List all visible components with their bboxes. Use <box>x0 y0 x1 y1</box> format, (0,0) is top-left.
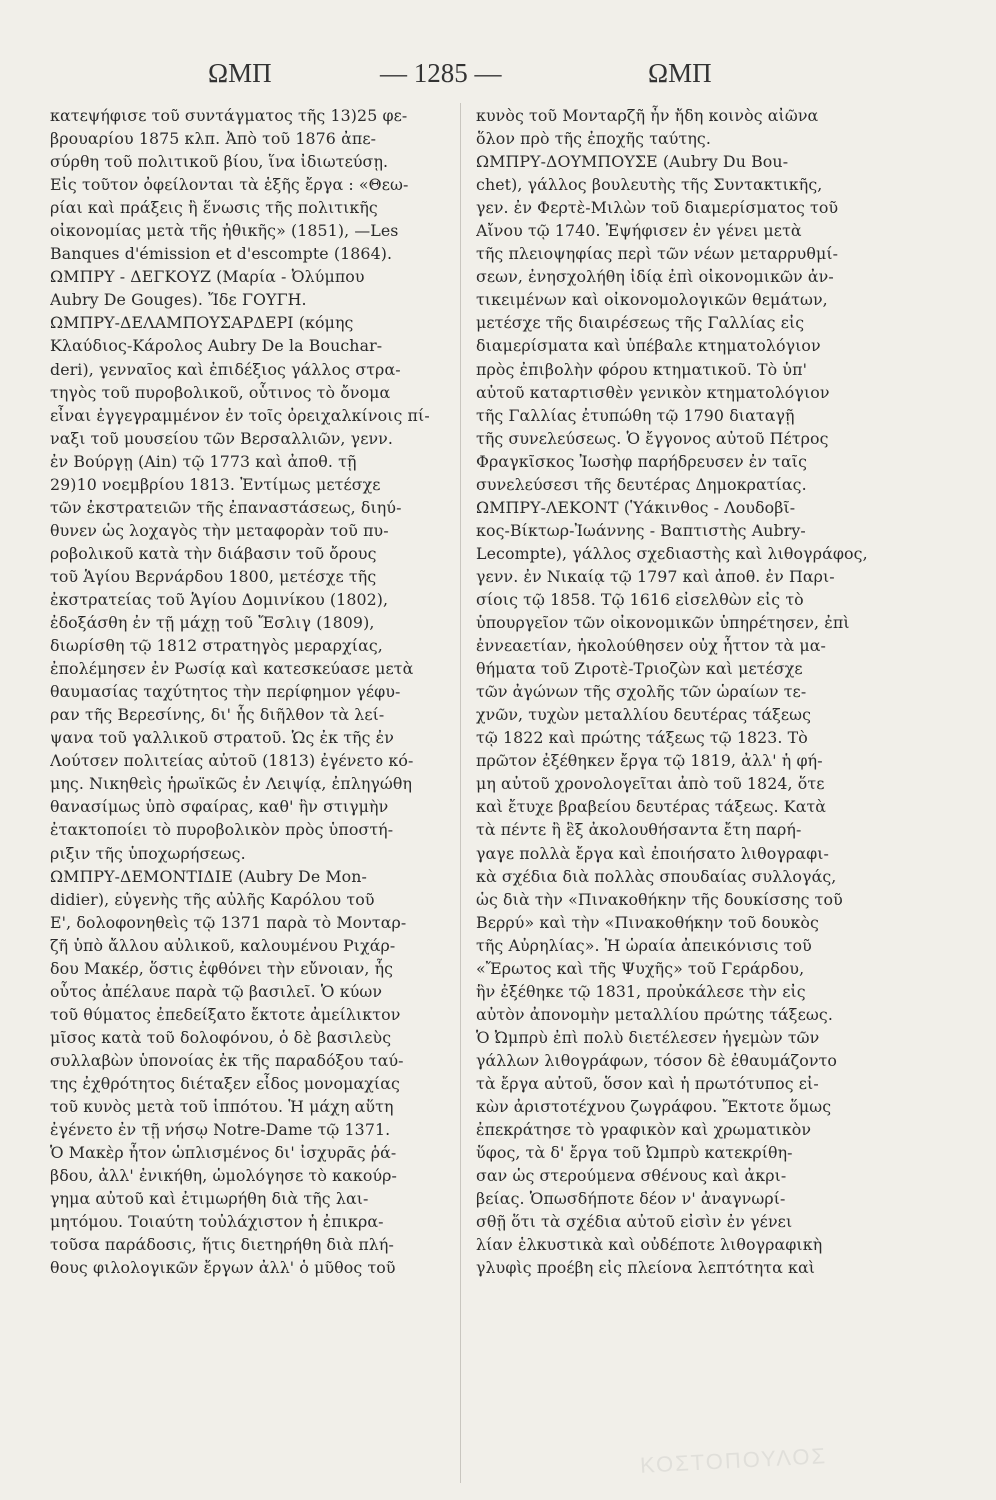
text-line: μῖσος κατὰ τοῦ δολοφόνου, ὁ δὲ βασιλεὺς <box>50 1027 392 1047</box>
text-line: ΩΜΠΡΥ-ΛΕΚΟΝΤ (Ὑάκινθος - Λουδοβῖ- <box>476 497 796 517</box>
text-line: κος-Βίκτωρ-Ἰωάννης - Βαπτιστὴς Aubry- <box>476 520 806 540</box>
text-line: ζῆ ὑπὸ ἄλλου αὐλικοῦ, καλουμένου Ριχάρ- <box>50 935 396 955</box>
text-line: τηγὸς τοῦ πυροβολικοῦ, οὗτινος τὸ ὄνομα <box>50 382 391 402</box>
page-header <box>0 58 996 98</box>
text-line: ἐννεαετίαν, ἠκολούθησεν οὐχ ἧττον τὰ μα- <box>476 636 826 656</box>
text-line: didier), εὐγενὴς τῆς αὐλῆς Καρόλου τοῦ <box>50 889 375 909</box>
right-text-column <box>476 104 916 1279</box>
text-line: τῶν ἐκστρατειῶν τῆς ἐπαναστάσεως, διηύ- <box>50 497 402 517</box>
text-line: μητόμου. Τοιαύτη τοὐλάχιστον ἡ ἐπικρα- <box>50 1212 384 1232</box>
text-line: τοῦ Ἁγίου Βερνάρδου 1800, μετέσχε τῆς <box>50 566 377 586</box>
text-line: Aubry De Gouges). Ἴδε ΓΟΥΓΗ. <box>50 290 307 310</box>
text-line: μη αὐτοῦ χρονολογεῖται ἀπὸ τοῦ 1824, ὅτε <box>476 774 825 794</box>
text-line: χνῶν, τυχὼν μεταλλίου δευτέρας τάξεως <box>476 705 812 725</box>
text-line: Banques d'émission et d'escompte (1864). <box>50 244 393 264</box>
text-line: chet), γάλλος βουλευτὴς τῆς Συντακτικῆς, <box>476 175 823 195</box>
text-line: καὶ ἔτυχε βραβείου δευτέρας τάξεως. Κατὰ <box>476 797 827 817</box>
text-line: ὅλον πρὸ τῆς ἐποχῆς ταύτης. <box>476 129 711 149</box>
text-line: αὐτοῦ καταρτισθὲν γενικὸν κτηματολόγιον <box>476 382 830 402</box>
text-line: μετέσχε τῆς διαιρέσεως τῆς Γαλλίας εἰς <box>476 313 805 333</box>
library-watermark: ΚΟΣΤΟΠΟΥΛΟΣ <box>639 1443 828 1478</box>
text-line: Lecompte), γάλλος σχεδιαστὴς καὶ λιθογράφος, <box>476 543 868 563</box>
column-divider <box>460 103 461 1483</box>
text-line: γενν. ἐν Νικαίᾳ τῷ 1797 καὶ ἀποθ. ἐν Παρι- <box>476 566 835 586</box>
text-line: ΩΜΠΡΥ-ΔΟΥΜΠΟΥΣΕ (Aubry Du Bou- <box>476 152 789 172</box>
text-line: γάλλων λιθογράφων, τόσον δὲ ἐθαυμάζοντο <box>476 1050 838 1070</box>
text-line: οἰκονομίας μετὰ τῆς ἠθικῆς» (1851), —Les <box>50 221 399 241</box>
text-line: 29)10 νοεμβρίου 1813. Ἐντίμως μετέσχε <box>50 474 381 494</box>
text-line: πρῶτον ἐξέθηκεν ἔργα τῷ 1819, ἀλλ' ἡ φή- <box>476 751 823 771</box>
text-line: τῆς Αὐρηλίας». Ἡ ὡραία ἀπεικόνισις τοῦ <box>476 935 812 955</box>
text-line: ἐδοξάσθη ἐν τῇ μάχῃ τοῦ Ἔσλιγ (1809), <box>50 613 375 633</box>
text-line: τοῦ κυνὸς μετὰ τοῦ ἱππότου. Ἡ μάχη αὕτη <box>50 1097 394 1117</box>
text-line: λίαν ἑλκυστικὰ καὶ οὐδέποτε λιθογραφικὴ <box>476 1235 823 1255</box>
text-line: γαγε πολλὰ ἔργα καὶ ἐποιήσατο λιθογραφι- <box>476 843 829 863</box>
text-line: θανασίμως ὑπὸ σφαίρας, καθ' ἣν στιγμὴν <box>50 797 389 817</box>
header-right-title: ΩΜΠ <box>648 58 712 88</box>
text-line: Λούτσεν πολιτείας αὐτοῦ (1813) ἐγένετο κό- <box>50 751 414 771</box>
text-line: ἐγένετο ἐν τῇ νήσῳ Notre-Dame τῷ 1371. <box>50 1120 391 1140</box>
text-line: βρουαρίου 1875 κλπ. Ἀπὸ τοῦ 1876 ἀπε- <box>50 129 377 149</box>
text-line: ἣν ἐξέθηκε τῷ 1831, προὐκάλεσε τὴν εἰς <box>476 981 806 1001</box>
text-line: Εἰς τοῦτον ὀφείλονται τὰ ἑξῆς ἔργα : «Θεω- <box>50 175 409 195</box>
text-line: τὰ πέντε ἢ ἓξ ἀκολουθήσαντα ἔτη παρή- <box>476 820 802 840</box>
text-line: ὑπουργεῖον τῶν οἰκονομικῶν ὑπηρέτησεν, ἐπὶ <box>476 613 850 633</box>
text-line: ἐκστρατείας τοῦ Ἁγίου Δομινίκου (1802), <box>50 589 389 609</box>
text-line: διωρίσθη τῷ 1812 στρατηγὸς μεραρχίας, <box>50 636 383 656</box>
text-line: οὗτος ἀπέλαυε παρὰ τῷ βασιλεῖ. Ὁ κύων <box>50 981 383 1001</box>
text-line: σθῇ ὅτι τὰ σχέδια αὐτοῦ εἰσὶν ἐν γένει <box>476 1212 793 1232</box>
text-line: κὰ σχέδια διὰ πολλὰς σπουδαίας συλλογάς, <box>476 866 837 886</box>
text-line: πρὸς ἐπιβολὴν φόρου κτηματικοῦ. Τὸ ὑπ' <box>476 359 808 379</box>
text-line: σαν ὡς στερούμενα σθένους καὶ ἀκρι- <box>476 1166 787 1186</box>
text-line: Αἴνου τῷ 1740. Ἐψήφισεν ἐν γένει μετὰ <box>476 221 802 241</box>
text-line: θαυμασίας ταχύτητος τὴν περίφημον γέφυ- <box>50 682 401 702</box>
text-line: κυνὸς τοῦ Μονταρζῆ ἦν ἤδη κοινὸς αἰῶνα <box>476 106 819 125</box>
text-line: ρίαι καὶ πράξεις ἢ ἕνωσις τῆς πολιτικῆς <box>50 198 378 218</box>
text-line: τικειμένων καὶ οἰκονομολογικῶν θεμάτων, <box>476 290 828 310</box>
text-line: μης. Νικηθεὶς ἡρωϊκῶς ἐν Λειψίᾳ, ἐπληγώθη <box>50 774 413 794</box>
header-left-title: ΩΜΠ <box>208 58 272 88</box>
text-line: γεν. ἐν Φερτὲ-Μιλὼν τοῦ διαμερίσματος τοῦ <box>476 198 839 218</box>
text-line: ΩΜΠΡΥ-ΔΕΜΟΝΤΙΔΙΕ (Aubry De Mon- <box>50 866 367 886</box>
text-line: ΩΜΠΡΥ - ΔΕΓΚΟΥΖ (Μαρία - Ὀλύμπου <box>50 267 365 287</box>
text-line: Ὁ Μακὲρ ἦτον ὡπλισμένος δι' ἰσχυρᾶς ῥά- <box>50 1143 397 1163</box>
text-line: ριξιν τῆς ὑποχωρήσεως. <box>50 843 246 863</box>
text-line: ὡς διὰ τὴν «Πινακοθήκην τῆς δουκίσσης τοῦ <box>476 889 843 909</box>
text-line: ἐπεκράτησε τὸ γραφικὸν καὶ χρωματικὸν <box>476 1120 812 1140</box>
text-line: τῶν ἀγώνων τῆς σχολῆς τῶν ὡραίων τε- <box>476 682 807 702</box>
text-line: τῷ 1822 καὶ πρώτης τάξεως τῷ 1823. Τὸ <box>476 728 808 748</box>
text-line: σεων, ἐνησχολήθη ἰδίᾳ ἐπὶ οἰκονομικῶν ἀν- <box>476 267 834 287</box>
text-line: Κλαύδιος-Κάρολος Aubry De la Bouchar- <box>50 336 383 356</box>
text-line: βείας. Ὁπωσδήποτε δέον ν' ἀναγνωρί- <box>476 1189 786 1209</box>
text-line: κατεψήφισε τοῦ συντάγματος τῆς 13)25 φε- <box>50 106 408 125</box>
text-line: τῆς Γαλλίας ἐτυπώθη τῷ 1790 διαταγῇ <box>476 405 795 425</box>
text-line: Ὁ Ὠμπρὺ ἐπὶ πολὺ διετέλεσεν ἡγεμὼν τῶν <box>476 1027 820 1047</box>
text-line: ΩΜΠΡΥ-ΔΕΛΑΜΠΟΥΣΑΡΔΕΡΙ (κόμης <box>50 313 354 333</box>
text-line: Βερρύ» καὶ τὴν «Πινακοθήκην τοῦ δουκὸς <box>476 912 819 932</box>
text-line: θήματα τοῦ Ζιροτὲ-Τριοζὼν καὶ μετέσχε <box>476 659 803 679</box>
text-line: της ἐχθρότητος διέταξεν εἶδος μονομαχίας <box>50 1073 400 1093</box>
text-line: διαμερίσματα καὶ ὑπέβαλε κτηματολόγιον <box>476 336 821 356</box>
text-line: θους φιλολογικῶν ἔργων ἀλλ' ὁ μῦθος τοῦ <box>50 1258 396 1278</box>
text-line: αὐτὸν ἀπονομὴν μεταλλίου πρώτης τάξεως. <box>476 1004 833 1024</box>
text-line: ἐτακτοποίει τὸ πυροβολικὸν πρὸς ὑποστή- <box>50 820 394 840</box>
text-line: τῆς πλειοψηφίας περὶ τῶν νέων μεταρρυθμί- <box>476 244 839 264</box>
text-line: ἐπολέμησεν ἐν Ρωσίᾳ καὶ κατεσκεύασε μετὰ <box>50 659 414 679</box>
text-line: τοῦ θύματος ἐπεδείξατο ἔκτοτε ἀμείλικτον <box>50 1004 401 1024</box>
text-line: ροβολικοῦ κατὰ τὴν διάβασιν τοῦ ὄρους <box>50 543 377 563</box>
text-line: ραν τῆς Βερεσίνης, δι' ἧς διῆλθον τὰ λεί- <box>50 705 385 725</box>
text-line: τοῦσα παράδοσις, ἥτις διετηρήθη διὰ πλή- <box>50 1235 394 1255</box>
text-line: σύρθη τοῦ πολιτικοῦ βίου, ἵνα ἰδιωτεύσῃ. <box>50 152 389 172</box>
page-number: — 1285 — <box>380 58 502 88</box>
text-line: ψανα τοῦ γαλλικοῦ στρατοῦ. Ὡς ἐκ τῆς ἐν <box>50 728 394 748</box>
text-line: δου Μακέρ, ὅστις ἐφθόνει τὴν εὔνοιαν, ἧς <box>50 958 394 978</box>
text-line: «Ἔρωτος καὶ τῆς Ψυχῆς» τοῦ Γεράρδου, <box>476 958 805 978</box>
text-line: σίοις τῷ 1858. Τῷ 1616 εἰσελθὼν εἰς τὸ <box>476 589 804 609</box>
text-line: Φραγκῖσκος Ἰωσὴφ παρήδρευσεν ἐν ταῖς <box>476 451 808 471</box>
text-line: Ε', δολοφονηθεὶς τῷ 1371 παρὰ τὸ Μονταρ- <box>50 912 407 932</box>
text-line: γλυφὶς προέβη εἰς πλείονα λεπτότητα καὶ <box>476 1258 816 1278</box>
text-line: deri), γενναῖος καὶ ἐπιδέξιος γάλλος στρα- <box>50 359 401 379</box>
text-line: ναξι τοῦ μουσείου τῶν Βερσαλλιῶν, γενν. <box>50 428 394 448</box>
text-line: ἐν Βούργῃ (Ain) τῷ 1773 καὶ ἀποθ. τῇ <box>50 451 357 471</box>
text-line: ὕφος, τὰ δ' ἔργα τοῦ Ὠμπρὺ κατεκρίθη- <box>476 1143 793 1163</box>
text-line: κὼν ἀριστοτέχνου ζωγράφου. Ἔκτοτε ὅμως <box>476 1097 832 1117</box>
text-line: εἶναι ἐγγεγραμμένον ἐν τοῖς ὀρειχαλκίνοις πί- <box>50 405 430 425</box>
text-line: συλλαβὼν ὑπονοίας ἐκ τῆς παραδόξου ταύ- <box>50 1050 404 1070</box>
text-line: βδου, ἀλλ' ἐνικήθη, ὡμολόγησε τὸ κακούρ- <box>50 1166 397 1186</box>
text-line: τὰ ἔργα αὐτοῦ, ὅσον καὶ ἡ πρωτότυπος εἰ- <box>476 1073 819 1093</box>
text-line: συνελεύσεσι τῆς δευτέρας Δημοκρατίας. <box>476 474 807 494</box>
text-line: θυνεν ὡς λοχαγὸς τὴν μεταφορὰν τοῦ πυ- <box>50 520 389 540</box>
text-line: γημα αὐτοῦ καὶ ἐτιμωρήθη διὰ τῆς λαι- <box>50 1189 369 1209</box>
left-text-column <box>50 104 490 1279</box>
text-line: τῆς συνελεύσεως. Ὁ ἔγγονος αὐτοῦ Πέτρος <box>476 428 829 448</box>
